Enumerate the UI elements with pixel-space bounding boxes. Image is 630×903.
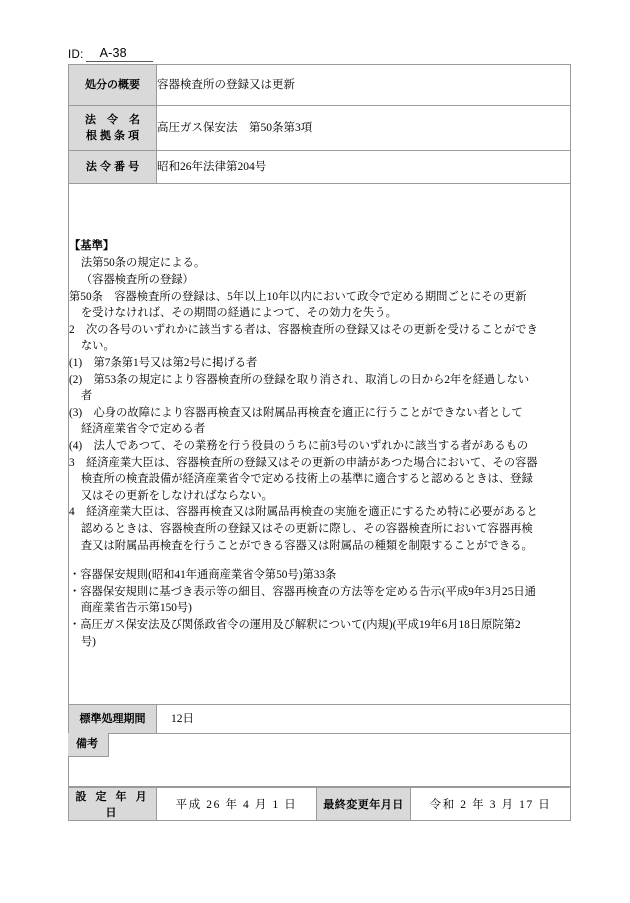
change-date-value: 令和 2 年 3 月 17 日 xyxy=(411,788,571,821)
id-value: A-38 xyxy=(86,47,153,62)
table-row-criteria xyxy=(69,184,571,705)
item-number: (3) xyxy=(69,406,83,419)
law-number-value: 昭和26年法律第204号 xyxy=(157,151,571,184)
law-label xyxy=(69,106,157,151)
criteria-heading: 【基準】 xyxy=(69,239,115,252)
note-item: ・高圧ガス保安法及び関係政省令の運用及び解釈について(内規)(平成19年6月18日原院第2 xyxy=(69,618,521,631)
set-date-value: 平成 26 年 4 月 1 日 xyxy=(157,788,317,821)
law-value: 高圧ガス保安法 第50条第3項 xyxy=(157,106,571,151)
spacer xyxy=(69,554,570,567)
table-row-law-number xyxy=(69,151,571,184)
table-row-period xyxy=(69,705,571,734)
id-line xyxy=(68,42,570,62)
note-item-cont: 商産業省告示第150号) xyxy=(80,602,192,615)
law-label-line2: 根 拠 条 項 xyxy=(85,130,140,142)
item-text-cont: 経済産業省令で定める者 xyxy=(80,423,206,436)
change-date-label: 最終変更年月日 xyxy=(317,788,411,821)
item-text-cont: 者 xyxy=(80,390,93,403)
para3-line3: 又はその更新をしなければならない。 xyxy=(80,489,273,502)
date-table xyxy=(68,787,571,821)
law-number-label: 法 令 番 号 xyxy=(69,151,157,184)
criteria-cell xyxy=(69,184,571,705)
list-item xyxy=(69,405,570,422)
note-item-cont: 号) xyxy=(80,635,96,648)
item-number: (4) xyxy=(69,440,83,452)
table-row-remark xyxy=(69,734,571,787)
table-row-dates xyxy=(69,788,571,821)
criteria-subheading: （容器検査所の登録） xyxy=(80,274,194,287)
article50-line1: 第50条 容器検査所の登録は、5年以上10年以内において政令で定める期間ごとにその更新 xyxy=(69,290,527,303)
item-text: 心身の故障により容器再検査又は附属品再検査を適正に行うことができない者として xyxy=(93,406,523,419)
outline-label: 処分の概要 xyxy=(69,65,157,106)
table-row-outline xyxy=(69,65,571,106)
remark-cell xyxy=(69,734,571,787)
table-row-law xyxy=(69,106,571,151)
para3-line1: 3 経済産業大臣は、容器検査所の登録又はその更新の申請があつた場合において、その容器 xyxy=(69,456,538,469)
para4-line1: 4 経済産業大臣は、容器再検査又は附属品再検査の実施を適正にするため特に必要があると xyxy=(69,506,538,519)
remark-label: 備考 xyxy=(68,733,109,757)
item-text: 法人であつて、その業務を行う役員のうちに前3号のいずれかに該当する者があるもの xyxy=(93,440,529,452)
note-item: ・容器保安規則に基づき表示等の細目、容器再検査の方法等を定める告示(平成9年3月25日通 xyxy=(69,585,536,598)
list-item xyxy=(69,372,570,389)
para2-line2: ない。 xyxy=(80,340,115,353)
item-number: (1) xyxy=(69,357,83,370)
law-label-line1: 法 令 名 xyxy=(85,114,140,126)
para3-line2: 検査所の検査設備が経済産業省令で定める技術上の基準に適合すると認めるときは、登録 xyxy=(80,473,533,486)
para4-line3: 査又は附属品再検査を行うことができる容器又は附属品の種類を制限することができる。 xyxy=(80,539,533,552)
period-value: 12日 xyxy=(157,705,571,734)
disposition-table xyxy=(68,64,571,787)
item-number: (2) xyxy=(69,373,83,386)
item-text: 第7条第1号又は第2号に掲げる者 xyxy=(93,357,258,370)
list-item xyxy=(69,355,570,372)
para2-line1: 2 次の各号のいずれかに該当する者は、容器検査所の登録又はその更新を受けることができ xyxy=(69,323,538,336)
outline-value: 容器検査所の登録又は更新 xyxy=(157,65,571,106)
criteria-intro: 法第50条の規定による。 xyxy=(80,257,206,270)
set-date-label: 設 定 年 月 日 xyxy=(69,788,157,821)
list-item xyxy=(69,438,570,455)
period-label: 標準処理期間 xyxy=(69,705,157,734)
article50-line2: を受けなければ、その期間の経過によつて、その効力を失う。 xyxy=(80,307,397,320)
item-text: 第53条の規定により容器検査所の登録を取り消され、取消しの日から2年を経過しない xyxy=(93,373,530,386)
note-item: ・容器保安規則(昭和41年通商産業省令第50号)第33条 xyxy=(69,569,337,582)
id-label: ID: xyxy=(68,49,84,61)
para4-line2: 認めるときは、容器検査所の登録又はその更新に際し、その容器検査所において容器再検 xyxy=(80,522,533,535)
